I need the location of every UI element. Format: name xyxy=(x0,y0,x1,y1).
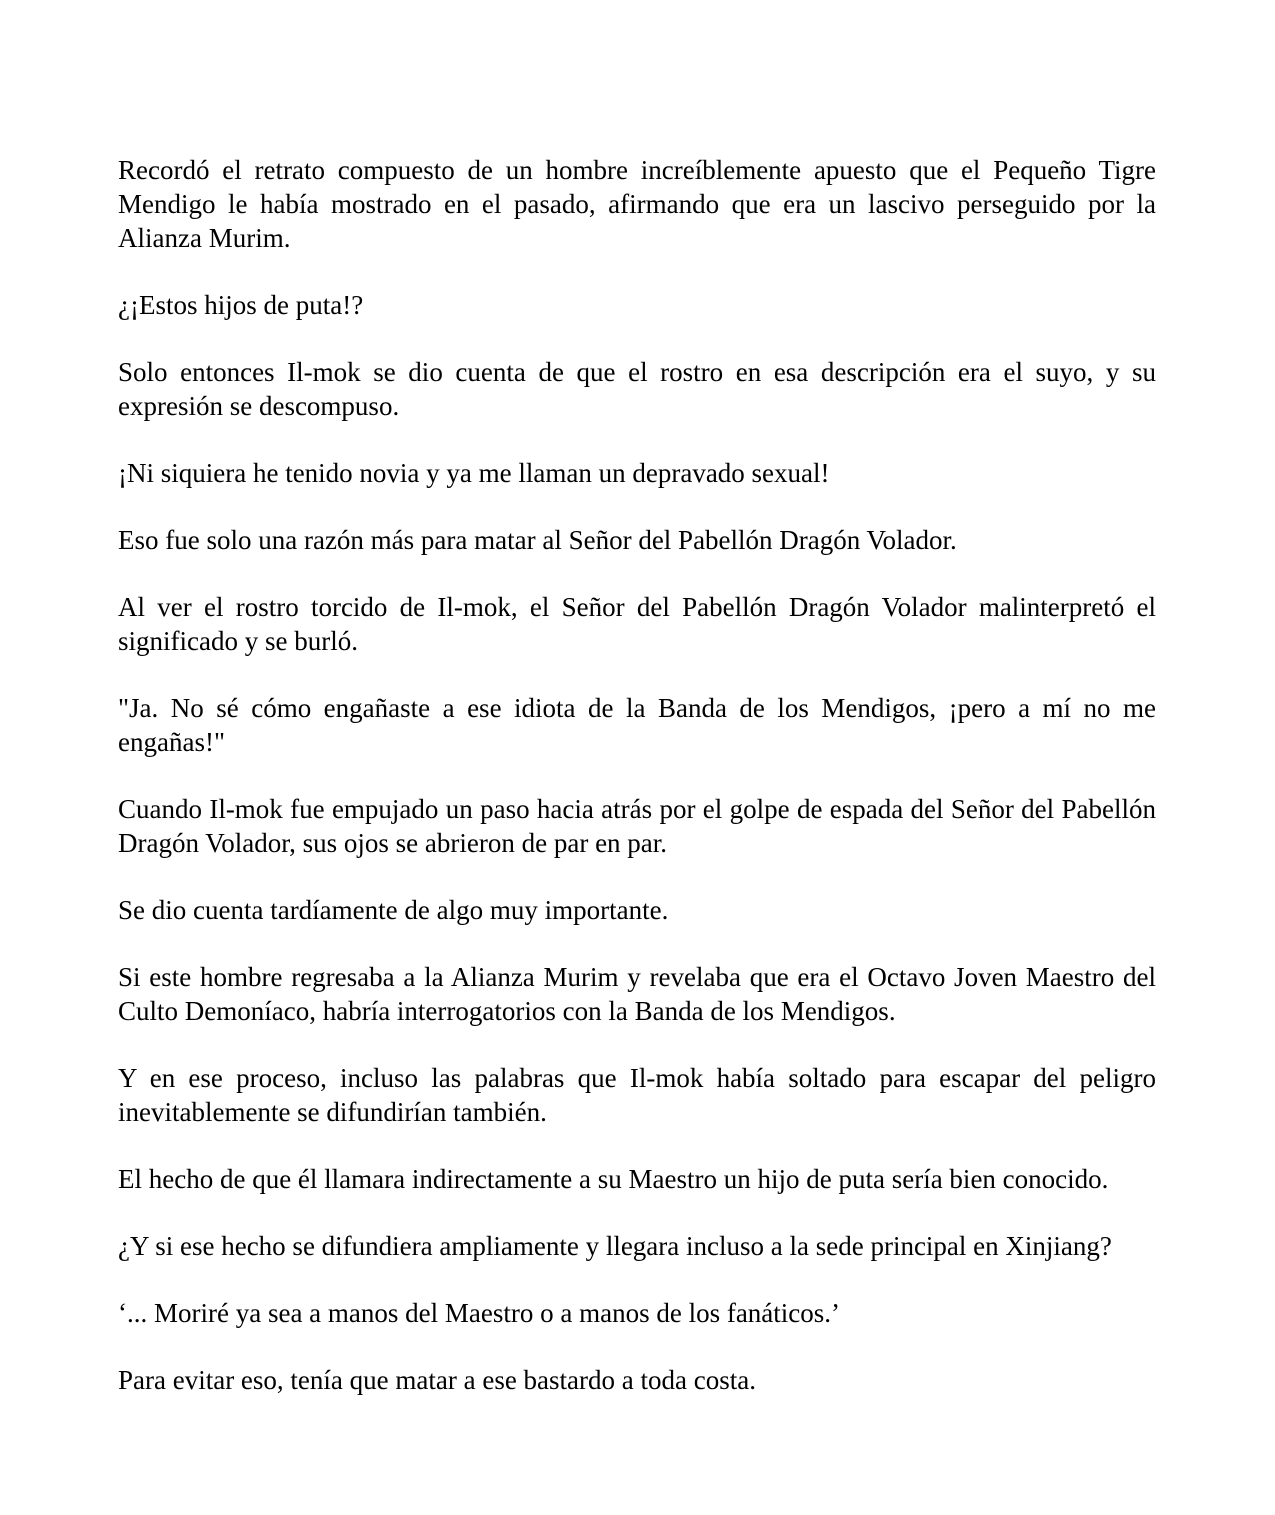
paragraph-9: Se dio cuenta tardíamente de algo muy importante. xyxy=(118,895,669,925)
document-body xyxy=(118,153,1156,1397)
paragraph-12: El hecho de que él llamara indirectamente a su Maestro un hijo de puta sería bien conocido. xyxy=(118,1164,1109,1194)
paragraph-15: Para evitar eso, tenía que matar a ese bastardo a toda costa. xyxy=(118,1365,756,1395)
paragraph-11: Y en ese proceso, incluso las palabras que Il-mok había soltado para escapar del peligro inevitablemente se difundirían también. xyxy=(118,1063,1156,1127)
paragraph-4: ¡Ni siquiera he tenido novia y ya me llaman un depravado sexual! xyxy=(118,458,830,488)
paragraph-10: Si este hombre regresaba a la Alianza Murim y revelaba que era el Octavo Joven Maestro del Culto Demoníaco, habría interrogatorios con la Banda de los Mendigos. xyxy=(118,962,1156,1026)
paragraph-14: ‘... Moriré ya sea a manos del Maestro o a manos de los fanáticos.’ xyxy=(118,1298,841,1328)
paragraph-8: Cuando Il-mok fue empujado un paso hacia atrás por el golpe de espada del Señor del Pabellón Dragón Volador, sus ojos se abrieron de par en par. xyxy=(118,794,1156,858)
paragraph-3: Solo entonces Il-mok se dio cuenta de que el rostro en esa descripción era el suyo, y su expresión se descompuso. xyxy=(118,357,1156,421)
paragraph-6: Al ver el rostro torcido de Il-mok, el Señor del Pabellón Dragón Volador malinterpretó el significado y se burló. xyxy=(118,592,1156,656)
paragraph-5: Eso fue solo una razón más para matar al Señor del Pabellón Dragón Volador. xyxy=(118,525,957,555)
paragraph-13: ¿Y si ese hecho se difundiera ampliamente y llegara incluso a la sede principal en Xinjiang? xyxy=(118,1231,1112,1261)
paragraph-7: "Ja. No sé cómo engañaste a ese idiota de la Banda de los Mendigos, ¡pero a mí no me engañas!" xyxy=(118,693,1156,757)
paragraph-2: ¿¡Estos hijos de puta!? xyxy=(118,290,364,320)
paragraph-1: Recordó el retrato compuesto de un hombre increíblemente apuesto que el Pequeño Tigre Mendigo le había mostrado en el pasado, afirmando que era un lascivo perseguido por la Alianza Murim. xyxy=(118,155,1156,253)
